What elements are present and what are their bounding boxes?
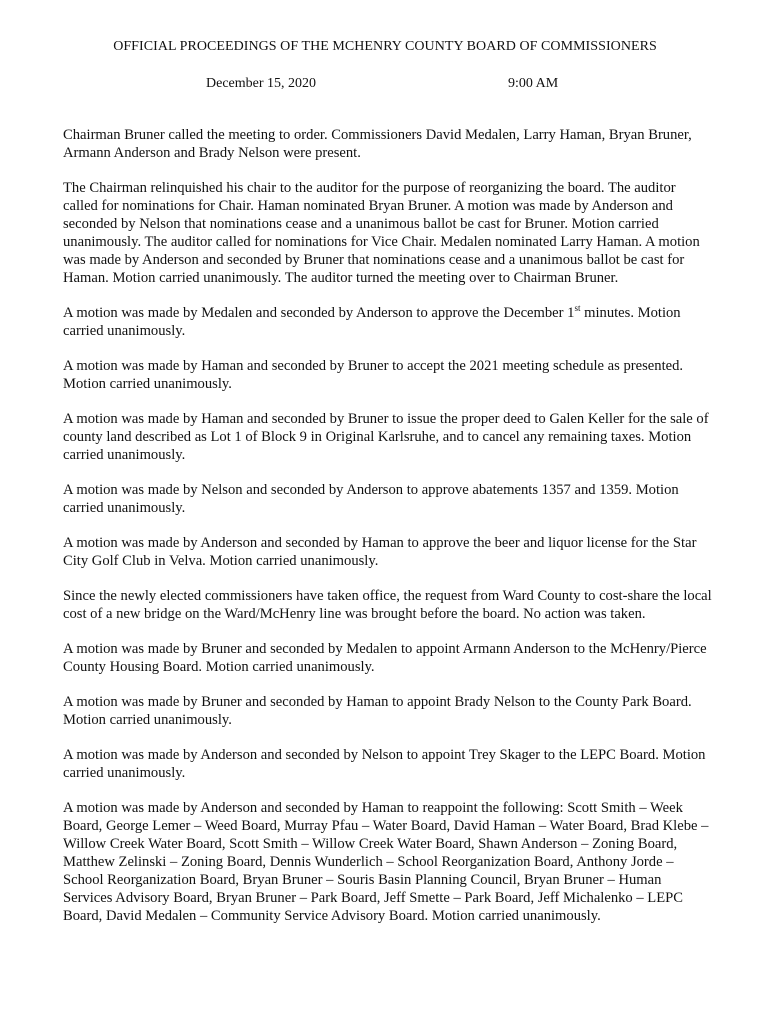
paragraph-lepc-board: A motion was made by Anderson and seconded by Nelson to appoint Trey Skager to the LEPC Board. Motion carried unanimously. [63, 747, 706, 781]
ordinal-suffix: st [574, 303, 581, 313]
paragraph-abatements: A motion was made by Nelson and seconded by Anderson to approve abatements 1357 and 1359. Motion carried unanimously. [63, 482, 679, 516]
paragraph-park-board: A motion was made by Bruner and seconded by Haman to appoint Brady Nelson to the County Park Board. Motion carried unanimously. [63, 694, 692, 728]
approve-minutes-text: A motion was made by Medalen and seconded by Anderson to approve the December 1 [63, 305, 575, 321]
paragraph-housing-board: A motion was made by Bruner and seconded by Medalen to appoint Armann Anderson to the McHenry/Pierce County Housing Board. Motion carried unanimously. [63, 641, 707, 675]
paragraph-liquor-license: A motion was made by Anderson and seconded by Haman to approve the beer and liquor license for the Star City Golf Club in Velva. Motion carried unanimously. [63, 535, 697, 569]
approve-minutes-text-end: minutes. Motion carried unanimously. [63, 305, 681, 339]
meeting-date: December 15, 2020 [206, 76, 317, 91]
paragraph-meeting-schedule: A motion was made by Haman and seconded by Bruner to accept the 2021 meeting schedule as presented. Motion carried unanimously. [63, 358, 684, 392]
paragraph-call-to-order: Chairman Bruner called the meeting to order. Commissioners David Medalen, Larry Haman, Bryan Bruner, Armann Anderson and Brady Nelson were present. [63, 127, 692, 161]
paragraph-reorganization: The Chairman relinquished his chair to the auditor for the purpose of reorganizing the board. The auditor called for nominations for Chair. Haman nominated Bryan Bruner. A motion was made by Anderson and seconded by Nelson that nominations cease and a unanimous ballot be cast for Bruner. Motion carried unanimously. The auditor called for nominations for Vice Chair. Medalen nominated Larry Haman. A motion was made by Anderson and seconded by Bruner that nominations cease and a unanimous ballot be cast for Haman. Motion carried unanimously. The auditor turned the meeting over to Chairman Bruner. [63, 180, 700, 286]
document-title: OFFICIAL PROCEEDINGS OF THE MCHENRY COUNTY BOARD OF COMMISSIONERS [113, 39, 657, 54]
meeting-time: 9:00 AM [508, 76, 559, 91]
paragraph-deed: A motion was made by Haman and seconded by Bruner to issue the proper deed to Galen Keller for the sale of county land described as Lot 1 of Block 9 in Original Karlsruhe, and to cancel any remaining taxes. Motion carried unanimously. [63, 411, 709, 463]
minutes-body [63, 126, 713, 942]
paragraph-approve-minutes [63, 304, 713, 340]
paragraph-bridge-cost-share: Since the newly elected commissioners have taken office, the request from Ward County to cost-share the local cost of a new bridge on the Ward/McHenry line was brought before the board. No action was taken. [63, 588, 712, 622]
paragraph-reappointments: A motion was made by Anderson and seconded by Haman to reappoint the following: Scott Smith – Week Board, George Lemer – Weed Board, Murray Pfau – Water Board, David Haman – Water Board, Brad Klebe – Willow Creek Water Board, Scott Smith – Willow Creek Water Board, Shawn Anderson – Zoning Board, Matthew Zelinski – Zoning Board, Dennis Wunderlich – School Reorganization Board, Anthony Jorde – School Reorganization Board, Bryan Bruner – Souris Basin Planning Council, Bryan Bruner – Human Services Advisory Board, Bryan Bruner – Park Board, Jeff Smette – Park Board, Jeff Michalenko – LEPC Board, David Medalen – Community Service Advisory Board. Motion carried unanimously. [63, 800, 709, 924]
